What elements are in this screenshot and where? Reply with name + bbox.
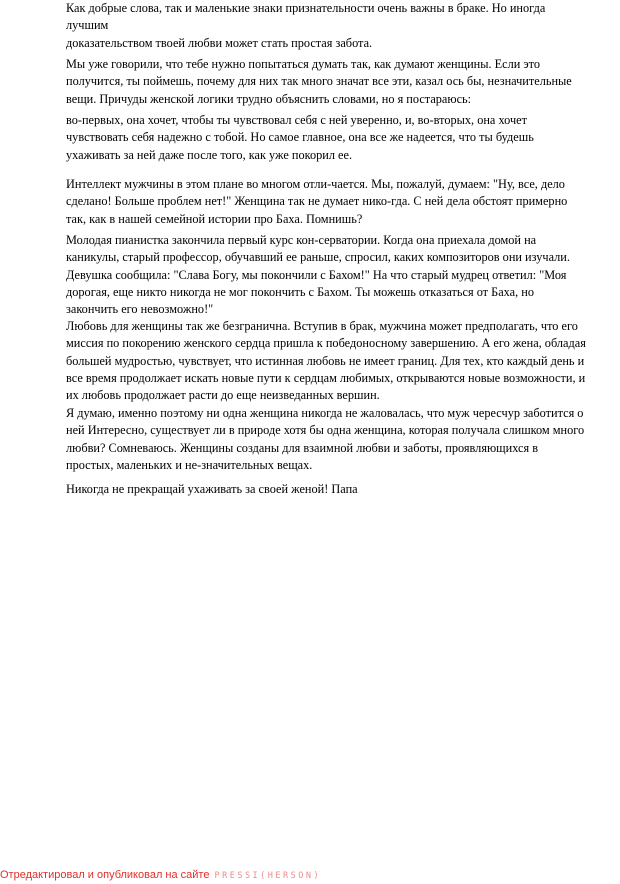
text-line: все время продолжает искать новые пути к сердцам любимых, открываются новые возможности, и <box>66 370 586 385</box>
footer-credit <box>0 865 321 881</box>
text-line: миссия по покорению женского сердца пришла к победоносному завершению. А его жена, обладая <box>66 336 586 351</box>
text-line: Интеллект мужчины в этом плане во многом отли-чается. Мы, пожалуй, думаем: "Ну, все, дело <box>66 177 565 191</box>
text-line: Никогда не прекращай ухаживать за своей женой! Папа <box>66 482 358 496</box>
paragraph-5 <box>66 232 616 318</box>
text-line: Девушка сообщила: "Слава Богу, мы покончили с Бахом!" На что старый мудрец ответил: "Моя <box>66 267 567 282</box>
text-line: лучшим <box>66 18 109 33</box>
text-line: доказательством твоей любви может стать простая забота. <box>66 35 373 50</box>
paragraph-3 <box>66 112 616 164</box>
text-line: сделано! Больше проблем нет!" Женщина так не думает нико-гда. С ней дела обстоят примерно <box>66 194 568 209</box>
text-line: Молодая пианистка закончила первый курс кон-серватории. Когда она приехала домой на <box>66 233 537 247</box>
text-line: каникулы, старый профессор, обучавший ее раньше, спросил, каких композиторов они изучали. <box>66 250 570 265</box>
text-line: дорогая, еще никто никогда не мог покончить с Бахом. Ты можешь отказаться от Баха, но <box>66 284 534 299</box>
text-line: их любовь продолжает расти до еще неизведанных вершин. <box>66 388 380 403</box>
text-line: Мы уже говорили, что тебе нужно попытаться думать так, как думают женщины. Если это <box>66 57 541 71</box>
text-line: получится, ты поймешь, почему для них так много значат все эти, казал ось бы, незначительные <box>66 74 572 89</box>
text-line: Я думаю, именно поэтому ни одна женщина никогда не жаловалась, что муж чересчур заботится о <box>66 406 584 420</box>
paragraph-7 <box>66 405 616 474</box>
text-line: простых, маленьких и не-значительных вещах. <box>66 457 313 472</box>
paragraph-4 <box>66 176 616 228</box>
text-line: любви? Сомневаюсь. Женщины созданы для взаимной любви и заботы, проявляющихся в <box>66 440 539 455</box>
paragraph-1 <box>66 0 616 52</box>
text-line: так, как в нашей семейной истории про Баха. Помнишь? <box>66 211 363 226</box>
footer-site-logo: PRESSI(HERSON) <box>214 871 322 881</box>
paragraph-6 <box>66 318 616 404</box>
text-line: чувствовать себя надежно с тобой. Но самое главное, она все же надеется, что ты будешь <box>66 130 534 145</box>
text-line: закончить его невозможно!" <box>66 302 214 317</box>
paragraph-8 <box>66 481 616 498</box>
text-line: Любовь для женщины так же безгранична. Вступив в брак, мужчина может предполагать, что его <box>66 319 578 333</box>
text-line: большей мудростью, чувствует, что истинная любовь не имеет границ. Для тех, кто каждый день и <box>66 353 585 368</box>
text-line: вещи. Причуды женской логики трудно объяснить словами, но я постараюсь: <box>66 91 472 106</box>
text-line: ней Интересно, существует ли в природе хотя бы одна женщина, которая получала слишком много <box>66 423 585 438</box>
footer-credit-text: Отредактировал и опубликовал на сайте <box>0 869 210 881</box>
paragraph-2 <box>66 56 616 108</box>
text-line: Как добрые слова, так и маленькие знаки признательности очень важны в браке. Но иногда <box>66 1 546 15</box>
text-line: ухаживать за ней даже после того, как уже покорил ее. <box>66 147 353 162</box>
text-line: во-первых, она хочет, чтобы ты чувствовал себя с ней уверенно, и, во-вторых, она хочет <box>66 113 527 127</box>
